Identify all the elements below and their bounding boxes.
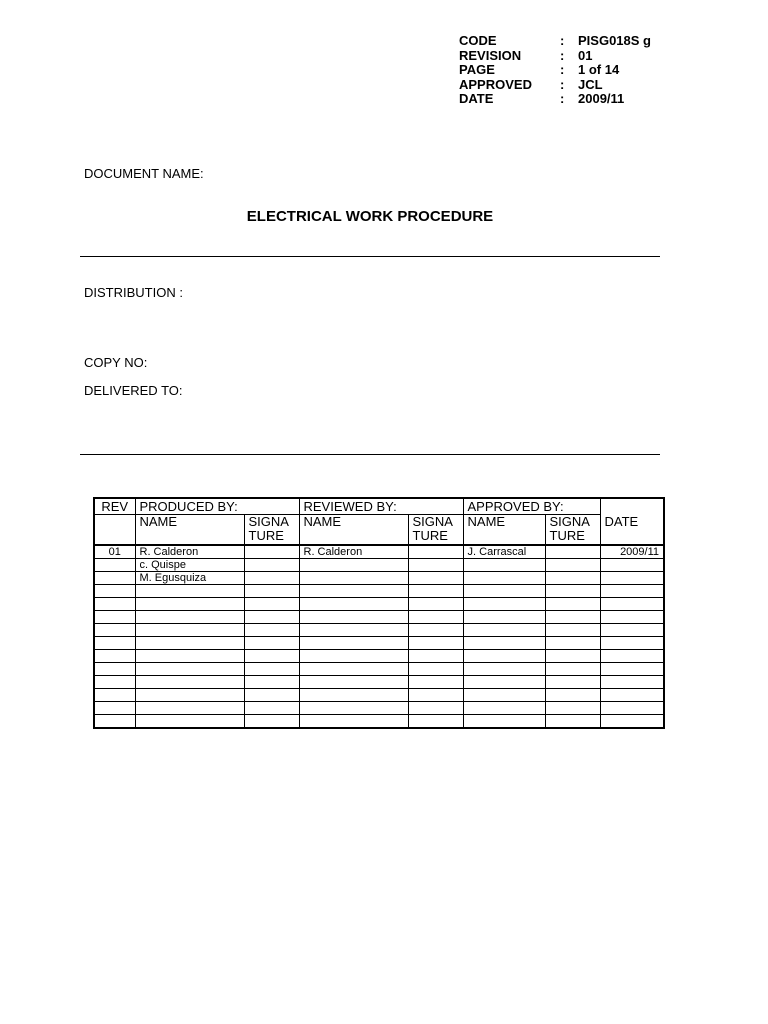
date-cell (600, 663, 664, 676)
produced-name-header: NAME (135, 515, 244, 546)
divider-top (80, 256, 660, 257)
date-cell (600, 572, 664, 585)
reviewed-signature-cell (408, 624, 463, 637)
code-label: CODE (459, 33, 497, 48)
reviewed-name-cell (299, 650, 408, 663)
approved-name-cell (463, 624, 545, 637)
rev-cell (94, 624, 135, 637)
rev-cell (94, 637, 135, 650)
ture-text: TURE (549, 528, 585, 543)
header-row-date (459, 92, 651, 107)
rev-cell (94, 585, 135, 598)
reviewed-name-cell (299, 585, 408, 598)
produced-signature-cell (244, 598, 299, 611)
rev-cell (94, 598, 135, 611)
page-colon: : (560, 62, 565, 77)
approved-signature-cell (545, 624, 600, 637)
revision-value: 01 (578, 47, 593, 63)
produced-signature-cell (244, 650, 299, 663)
ture-text: TURE (248, 528, 284, 543)
approved-name-cell (463, 611, 545, 624)
date-cell (600, 637, 664, 650)
rev-cell (94, 663, 135, 676)
table-row (94, 559, 664, 572)
table-row (94, 715, 664, 729)
ture-text: TURE (412, 528, 448, 543)
table-row (94, 689, 664, 702)
reviewed-signature-header (408, 515, 463, 546)
rev-cell (94, 702, 135, 715)
header-row-code (459, 34, 651, 49)
approved-name-cell (463, 585, 545, 598)
produced-name-cell: R. Calderon (135, 545, 244, 559)
reviewed-name-cell (299, 637, 408, 650)
date-cell (600, 585, 664, 598)
revision-table (93, 497, 665, 729)
reviewed-name-cell (299, 559, 408, 572)
rev-cell (94, 689, 135, 702)
table-row (94, 572, 664, 585)
delivered-to-label: DELIVERED TO: (84, 383, 183, 398)
reviewed-name-header: NAME (299, 515, 408, 546)
revision-label: REVISION (459, 47, 522, 63)
signa-text: SIGNA (549, 514, 590, 529)
approved-by-header: APPROVED BY: (463, 498, 600, 515)
approved-name-cell (463, 676, 545, 689)
approved-signature-cell (545, 598, 600, 611)
table-row (94, 545, 664, 559)
reviewed-signature-cell (408, 545, 463, 559)
produced-signature-cell (244, 637, 299, 650)
produced-signature-cell (244, 702, 299, 715)
date-cell: 2009/11 (600, 545, 664, 559)
approved-name-cell (463, 559, 545, 572)
rev-cell (94, 715, 135, 729)
table-row (94, 598, 664, 611)
date-header (600, 498, 664, 545)
revision-colon: : (560, 47, 565, 63)
reviewed-signature-cell (408, 702, 463, 715)
approved-signature-header (545, 515, 600, 546)
approved-label: APPROVED (459, 76, 532, 92)
document-name-label: DOCUMENT NAME: (84, 166, 204, 181)
header-row-revision (459, 49, 651, 64)
approved-signature-cell (545, 663, 600, 676)
table-row (94, 663, 664, 676)
signa-text: SIGNA (412, 514, 453, 529)
table-row (94, 702, 664, 715)
approved-name-cell (463, 572, 545, 585)
rev-cell (94, 559, 135, 572)
code-colon: : (560, 33, 565, 48)
approved-signature-cell (545, 585, 600, 598)
distribution-label: DISTRIBUTION : (84, 285, 183, 300)
rev-subheader-empty (94, 515, 135, 546)
table-row (94, 637, 664, 650)
reviewed-name-cell (299, 598, 408, 611)
reviewed-signature-cell (408, 598, 463, 611)
approved-signature-cell (545, 611, 600, 624)
approved-colon: : (560, 76, 565, 92)
approved-signature-cell (545, 650, 600, 663)
table-header-row-2 (94, 515, 664, 546)
produced-name-cell: c. Quispe (135, 559, 244, 572)
date-cell (600, 559, 664, 572)
date-cell (600, 689, 664, 702)
code-value: PISG018S g (578, 33, 651, 48)
produced-name-cell (135, 702, 244, 715)
approved-signature-cell (545, 676, 600, 689)
approved-signature-cell (545, 559, 600, 572)
approved-signature-cell (545, 702, 600, 715)
produced-signature-cell (244, 624, 299, 637)
reviewed-signature-cell (408, 663, 463, 676)
reviewed-signature-cell (408, 689, 463, 702)
produced-name-cell (135, 624, 244, 637)
divider-bottom (80, 454, 660, 455)
reviewed-name-cell (299, 572, 408, 585)
page-value: 1 of 14 (578, 62, 620, 77)
produced-name-cell (135, 611, 244, 624)
reviewed-signature-cell (408, 715, 463, 729)
approved-signature-cell (545, 572, 600, 585)
date-cell (600, 598, 664, 611)
approved-name-cell (463, 715, 545, 729)
produced-signature-header (244, 515, 299, 546)
produced-signature-cell (244, 545, 299, 559)
header-row-approved (459, 78, 651, 93)
produced-name-cell (135, 585, 244, 598)
approved-name-cell (463, 702, 545, 715)
reviewed-name-cell (299, 663, 408, 676)
revision-table-body (94, 545, 664, 728)
reviewed-signature-cell (408, 611, 463, 624)
reviewed-signature-cell (408, 559, 463, 572)
document-title: ELECTRICAL WORK PROCEDURE (246, 208, 494, 225)
table-row (94, 611, 664, 624)
approved-name-cell (463, 637, 545, 650)
reviewed-name-cell (299, 702, 408, 715)
date-cell (600, 650, 664, 663)
copy-number-label: COPY NO: (84, 355, 148, 370)
approved-signature-cell (545, 545, 600, 559)
reviewed-by-header: REVIEWED BY: (299, 498, 463, 515)
date-label: DATE (459, 91, 494, 106)
produced-signature-cell (244, 559, 299, 572)
produced-signature-cell (244, 689, 299, 702)
date-header-label: DATE (604, 514, 639, 529)
produced-by-header: PRODUCED BY: (135, 498, 299, 515)
reviewed-name-cell (299, 624, 408, 637)
produced-signature-cell (244, 611, 299, 624)
page-label: PAGE (459, 62, 495, 77)
reviewed-signature-cell (408, 650, 463, 663)
approved-signature-cell (545, 715, 600, 729)
date-colon: : (560, 91, 565, 106)
reviewed-name-cell (299, 689, 408, 702)
reviewed-signature-cell (408, 676, 463, 689)
reviewed-name-cell (299, 611, 408, 624)
date-value: 2009/11 (578, 91, 625, 106)
approved-name-cell (463, 598, 545, 611)
approved-name-header: NAME (463, 515, 545, 546)
produced-name-cell (135, 715, 244, 729)
approved-value: JCL (578, 76, 603, 92)
date-cell (600, 611, 664, 624)
document-control-header (459, 34, 651, 107)
date-cell (600, 624, 664, 637)
produced-name-cell (135, 650, 244, 663)
produced-name-cell (135, 637, 244, 650)
table-row (94, 650, 664, 663)
produced-name-cell: M. Egusquiza (135, 572, 244, 585)
produced-signature-cell (244, 663, 299, 676)
rev-cell (94, 650, 135, 663)
approved-name-cell (463, 663, 545, 676)
table-row (94, 676, 664, 689)
date-cell (600, 702, 664, 715)
approved-name-cell (463, 689, 545, 702)
produced-signature-cell (244, 572, 299, 585)
rev-cell (94, 676, 135, 689)
produced-name-cell (135, 663, 244, 676)
header-row-page (459, 63, 651, 78)
produced-signature-cell (244, 715, 299, 729)
reviewed-name-cell (299, 715, 408, 729)
table-header-row-1 (94, 498, 664, 515)
approved-name-cell (463, 650, 545, 663)
table-row (94, 624, 664, 637)
produced-name-cell (135, 598, 244, 611)
produced-name-cell (135, 689, 244, 702)
rev-cell: 01 (94, 545, 135, 559)
rev-header: REV (94, 498, 135, 515)
reviewed-name-cell: R. Calderon (299, 545, 408, 559)
produced-signature-cell (244, 585, 299, 598)
produced-name-cell (135, 676, 244, 689)
produced-signature-cell (244, 676, 299, 689)
reviewed-signature-cell (408, 585, 463, 598)
reviewed-signature-cell (408, 572, 463, 585)
approved-signature-cell (545, 689, 600, 702)
reviewed-signature-cell (408, 637, 463, 650)
date-cell (600, 715, 664, 729)
approved-name-cell: J. Carrascal (463, 545, 545, 559)
rev-cell (94, 572, 135, 585)
signa-text: SIGNA (248, 514, 289, 529)
rev-cell (94, 611, 135, 624)
reviewed-name-cell (299, 676, 408, 689)
table-row (94, 585, 664, 598)
date-cell (600, 676, 664, 689)
approved-signature-cell (545, 637, 600, 650)
